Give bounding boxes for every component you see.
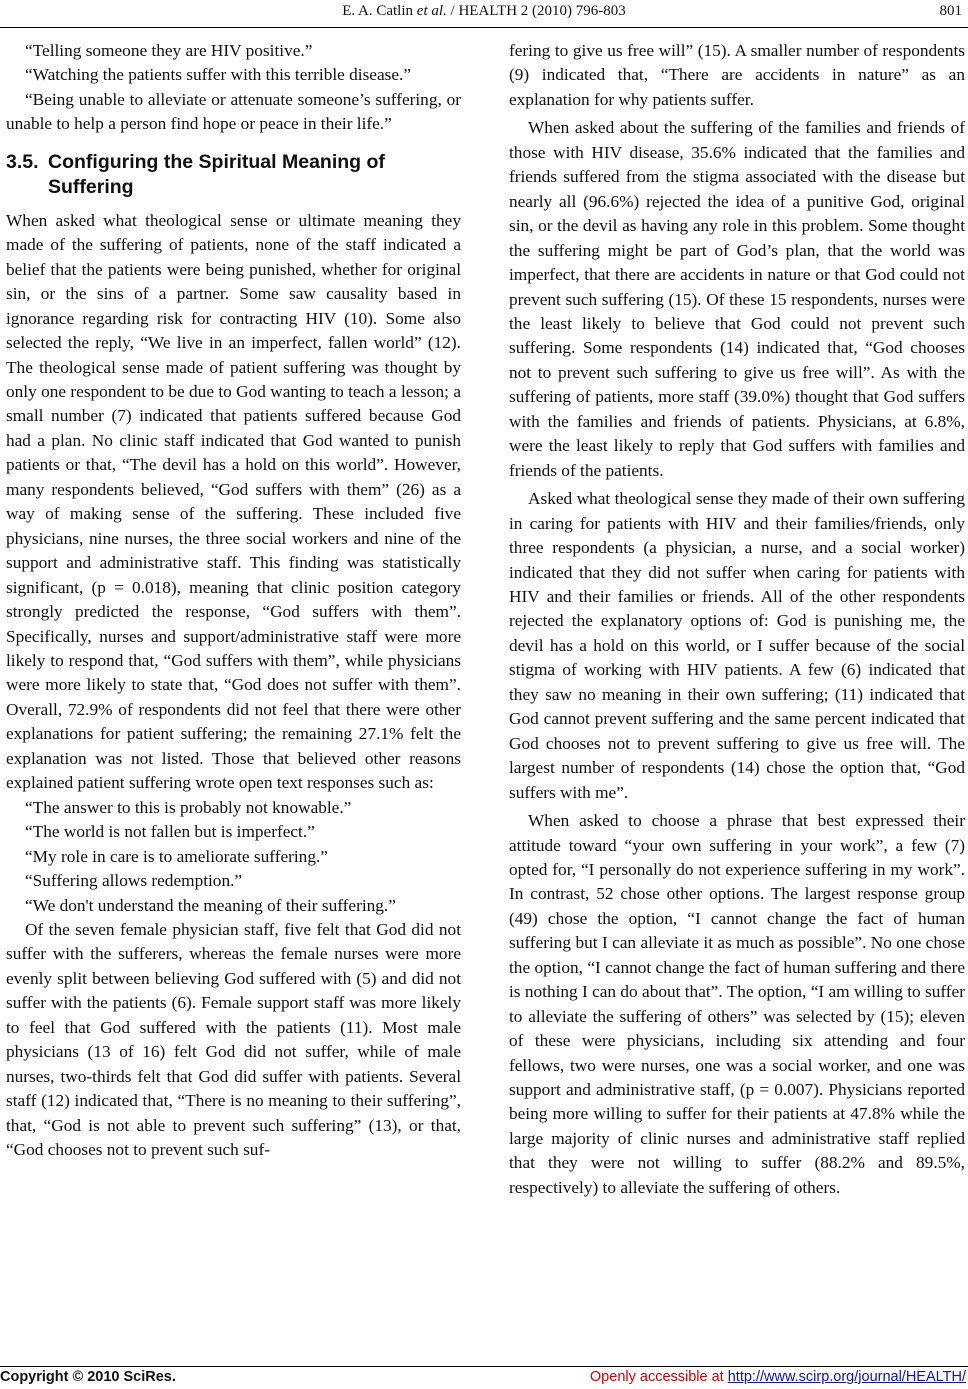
- section-title: Configuring the Spiritual Meaning of Suffering: [48, 150, 385, 198]
- body-paragraph: When asked about the suffering of the families and friends of those with HIV disease, 35.6% indicated that the families and friends suffered from the stigma associated with the disease but nearly all (96.6%) rejected the idea of a punitive God, original sin, or the devil as having any role in this problem. Some thought the suffering might be part of God’s plan, that the world was imperfect, that there are accidents in nature or that God could not prevent such suffering (15). Of these 15 respondents, nurses were the least likely to believe that God could not prevent such suffering. Some respondents (14) indicated that, “God chooses not to prevent such suffering to give us free will”. As with the suffering of patients, more staff (39.0%) thought that God suffers with the families and friends of patients. Physicians, at 6.8%, were the least likely to reply that God suffers with families and friends of the patients.: [509, 118, 965, 480]
- left-column: [6, 39, 461, 1162]
- open-response-quote: “We don't understand the meaning of their suffering.”: [25, 895, 396, 915]
- right-column: [509, 39, 965, 1200]
- section-number: 3.5.: [6, 150, 39, 173]
- body-paragraph: When asked to choose a phrase that best expressed their attitude toward “your own suffering in your work”, a few (7) opted for, “I personally do not experience suffering in my work”. In contrast, 52 chose other options. The largest response group (49) chose the option, “I cannot change the fact of human suffering but I can alleviate it as much as possible”. No one chose the option, “I cannot change the fact of human suffering and there is nothing I can do about that”. The option, “I am willing to suffer to alleviate the suffering of others” was selected by (15); eleven of these were physicians, including six attending and four fellows, two were nurses, one was a social worker, and one was support and administrative staff, (p = 0.007). Physicians reported being more willing to suffer for their patients at 47.8% while the large majority of clinic nurses and administrative staff replied that they were not willing to suffer (88.2% and 89.5%, respectively) to alleviate the suffering of others.: [509, 811, 965, 1197]
- open-access-notice: [590, 1369, 966, 1385]
- open-response-quote: “Suffering allows redemption.”: [25, 871, 243, 891]
- open-response-quote: “The answer to this is probably not knowable.”: [25, 797, 352, 817]
- section-heading: [6, 150, 461, 200]
- body-paragraph: Of the seven female physician staff, five felt that God did not suffer with the sufferers, whereas the female nurses were more evenly split between believing God suffered with (5) and did not suffer with the patients (6). Female support staff was more likely to feel that God suffered with the patients (11). Most male physicians (13 of 16) felt God did not suffer, while of male nurses, two-thirds felt that God did suffer with patients. Several staff (12) indicated that, “There is no meaning to their suffering”, that, “God is not able to prevent such suffering” (13), or that, “God chooses not to prevent such suf-: [6, 919, 461, 1160]
- intro-quote: “Being unable to alleviate or attenuate someone’s suffering, or unable to help a person find hope or peace in their life.”: [6, 89, 461, 134]
- footer-rule: [0, 1366, 968, 1367]
- intro-quote: “Watching the patients suffer with this terrible disease.”: [25, 65, 412, 85]
- running-title: [0, 3, 968, 20]
- copyright-notice: Copyright © 2010 SciRes.: [0, 1369, 176, 1385]
- journal-link[interactable]: http://www.scirp.org/journal/HEALTH/: [727, 1369, 966, 1385]
- header-journal: / HEALTH 2 (2010) 796-803: [446, 3, 626, 19]
- page-number: 801: [939, 3, 962, 19]
- header-rule: [0, 27, 968, 28]
- header-authors: E. A. Catlin: [342, 3, 417, 19]
- body-paragraph: Asked what theological sense they made of their own suffering in caring for patients with HIV and their families/friends, only three respondents (a physician, a nurse, and a social worker) indicated that they did not suffer when caring for patients with HIV and their families or friends. All of the other respondents rejected the explanatory options of: God is punishing me, the devil has a hold on this world, or I suffer because of the social stigma of working with HIV patients. A few (6) indicated that they saw no meaning in their own suffering; (11) indicated that God cannot prevent suffering and the same percent indicated that God chooses not to prevent suffering to give us free will. The largest number of respondents (14) chose the option that, “God suffers with me”.: [509, 489, 965, 802]
- header-et-al: et al.: [416, 3, 447, 19]
- open-access-label: Openly accessible at: [589, 1369, 728, 1385]
- open-response-quote: “The world is not fallen but is imperfect.”: [25, 822, 315, 842]
- body-paragraph: When asked what theological sense or ultimate meaning they made of the suffering of patients, none of the staff indicated a belief that the patients were being punished, whether for original sin, or the sins of a partner. Some saw causality based in ignorance regarding risk for contracting HIV (10). Some also selected the reply, “We live in an imperfect, fallen world” (12). The theological sense made of patient suffering was thought by only one respondent to be due to God wanting to teach a lesson; a small number (7) indicated that patients suffered because God had a plan. No clinic staff indicated that God wanted to punish patients or that, “The devil has a hold on this world”. However, many respondents believed, “God suffers with them” (26) as a way of making sense of the suffering. These included five physicians, nine nurses, the three social workers and nine of the support and administrative staff. This finding was statistically significant, (p = 0.018), meaning that clinic position category strongly predicted the response, “God suffers with them”. Specifically, nurses and support/administrative staff were more likely to respond that, “God suffers with them”, while physicians were more likely to state that, “God does not suffer with them”. Overall, 72.9% of respondents did not feel that there were other explanations for patient suffering; the remaining 27.1% felt the explanation was not listed. Those that believed other reasons explained patient suffering wrote open text responses such as:: [6, 210, 461, 793]
- body-paragraph-continued: fering to give us free will” (15). A smaller number of respondents (9) indicated that, “There are accidents in nature” as an explanation for why patients suffer.: [509, 41, 965, 109]
- open-response-quote: “My role in care is to ameliorate suffering.”: [25, 846, 328, 866]
- running-header: [0, 0, 968, 28]
- intro-quote: “Telling someone they are HIV positive.”: [25, 41, 313, 60]
